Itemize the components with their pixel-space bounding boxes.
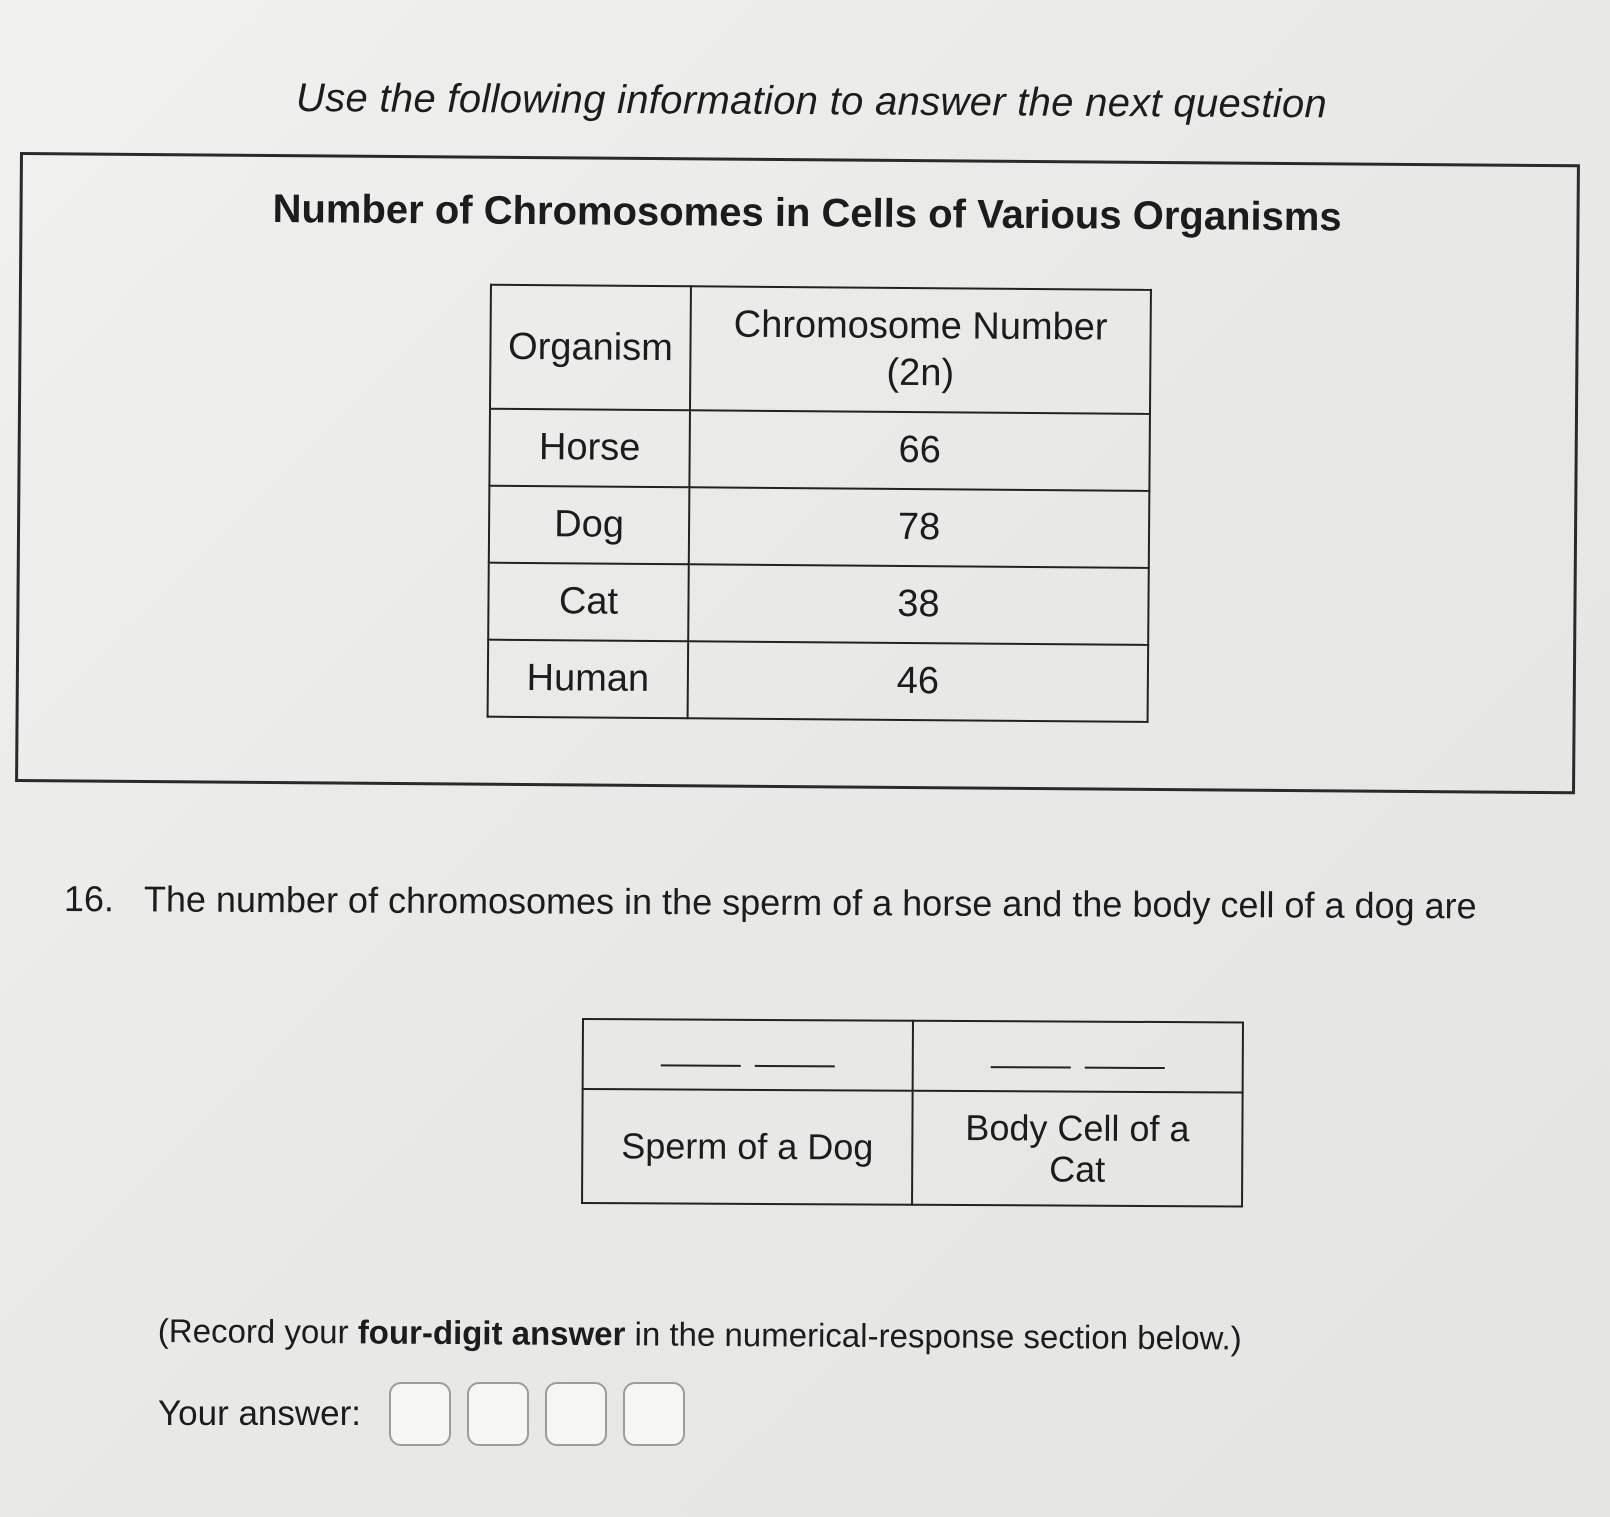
organism-cell: Cat — [488, 563, 689, 642]
organism-cell: Horse — [489, 409, 690, 488]
chromosome-header-line2: (2n) — [886, 351, 955, 395]
answer-format-table — [581, 1018, 1244, 1207]
digit-blank — [1085, 1066, 1165, 1069]
digit-blank — [991, 1065, 1071, 1068]
your-answer-label: Your answer: — [158, 1394, 361, 1433]
answer-digit-4[interactable] — [623, 1382, 685, 1446]
digit-blank — [755, 1064, 835, 1067]
body-cell-label-line2: Cat — [1049, 1148, 1106, 1190]
instruction-prefix: (Record your — [157, 1312, 358, 1351]
body-cell-of-cat-label — [912, 1091, 1243, 1207]
chromosome-number-cell: 78 — [689, 487, 1150, 568]
organism-cell: Dog — [489, 486, 690, 565]
chromosome-number-cell: 38 — [688, 564, 1149, 645]
table-row — [489, 486, 1150, 568]
table-row — [488, 640, 1149, 722]
question-number: 16. — [63, 878, 115, 920]
answer-digit-2[interactable] — [467, 1382, 529, 1446]
table-header-row — [490, 285, 1151, 414]
label-row — [582, 1089, 1243, 1206]
question-16 — [64, 880, 1484, 925]
table-title: Number of Chromosomes in Cells of Various Organisms — [272, 186, 1342, 240]
chromosome-number-cell: 46 — [688, 641, 1149, 722]
intro-text: Use the following information to answer the next question — [295, 76, 1328, 127]
instruction-bold: four-digit answer — [357, 1313, 626, 1353]
instruction-suffix: in the numerical-response section below.) — [625, 1315, 1242, 1357]
answer-digit-1[interactable] — [389, 1382, 451, 1446]
blank-row — [583, 1019, 1243, 1092]
organism-header: Organism — [490, 285, 691, 411]
answer-row — [158, 1382, 701, 1446]
record-instruction — [158, 1312, 1242, 1358]
information-box — [15, 152, 1580, 794]
blank-cell-2 — [913, 1021, 1243, 1093]
blank-cell-1 — [583, 1019, 913, 1091]
question-text: The number of chromosomes in the sperm of a horse and the body cell of a dog are — [143, 878, 1477, 927]
digit-blank — [661, 1063, 741, 1066]
chromosome-number-cell: 66 — [689, 410, 1150, 491]
organism-cell: Human — [488, 640, 689, 719]
sperm-of-dog-label: Sperm of a Dog — [582, 1089, 913, 1205]
table-row — [489, 409, 1150, 491]
chromosome-table — [487, 284, 1152, 723]
chromosome-number-header — [690, 286, 1151, 414]
body-cell-label-line1: Body Cell of a — [965, 1106, 1190, 1149]
chromosome-header-line1: Chromosome Number — [733, 303, 1108, 349]
answer-digit-3[interactable] — [545, 1382, 607, 1446]
table-row — [488, 563, 1149, 645]
